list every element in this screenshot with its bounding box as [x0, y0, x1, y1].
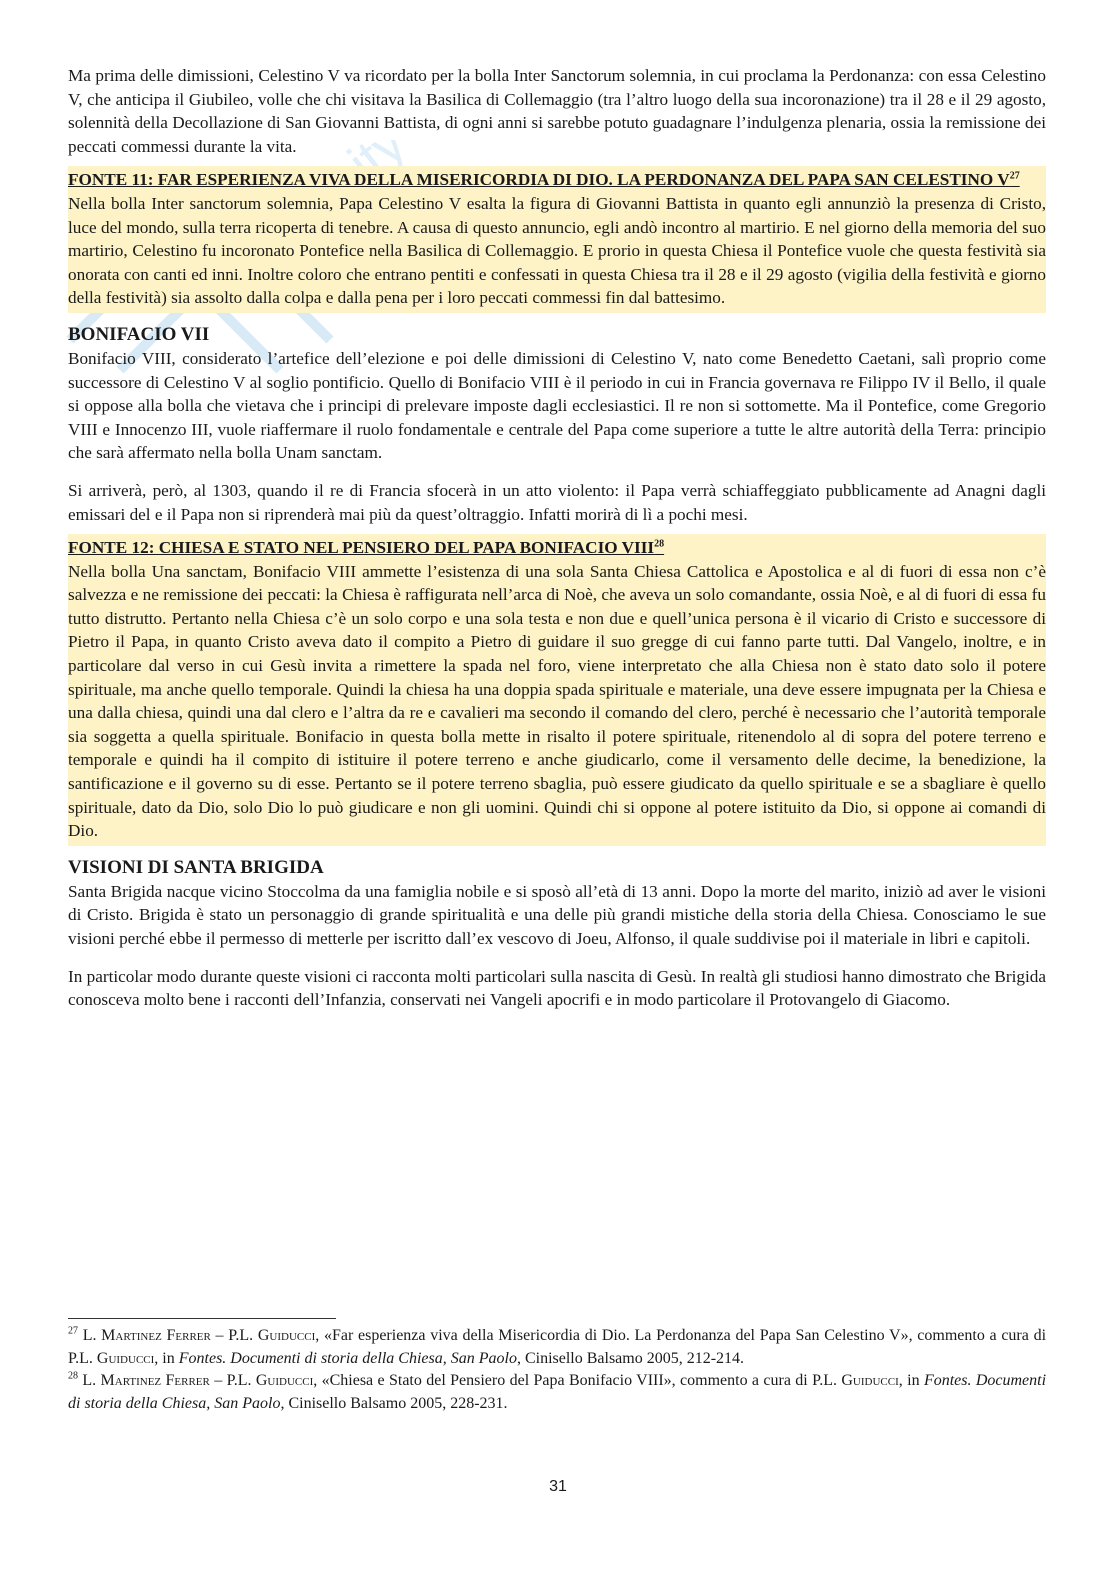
section-heading-bonifacio: BONIFACIO VII	[68, 323, 210, 345]
footnote-27: $^{27}$ L. Martinez Ferrer – P.L. Guiducci, «Far esperienza viva della Misericordia di Dio. La Perdonanza del Papa San Celestino V», commento a cura di P.L. Guiducci, in Fontes. Documenti di storia della Chiesa, San Paolo, Cinisello Balsamo 2005, 212-214.	[68, 1325, 1047, 1367]
source-12-title: FONTE 12: CHIESA E STATO NEL PENSIERO DEL PAPA BONIFACIO VIII$^{28}$	[68, 538, 665, 558]
page-number: 31	[549, 1478, 567, 1495]
source-11-body: Nella bolla Inter sanctorum solemnia, Papa Celestino V esalta la figura di Giovanni Battista in quanto egli annunziò la presenza di Cristo, luce del mondo, sulla terra ricoperta di tenebre. A causa di questo annuncio, egli andò incontro al martirio. E nel giorno della memoria del suo martirio, Celestino fu incoronato Pontefice nella Basilica di Collemaggio. E prorio in questa Chiesa il Pontefice vuole che questa festività sia onorata con canti ed inni. Inoltre coloro che entrano pentiti e confessati in questa Chiesa tra il 28 e il 29 agosto (vigilia della festività e giorno della festività) sia assolto dalla colpa e dalla pena per i loro peccati commessi fin dal battesimo.	[68, 193, 1046, 308]
footnote-ref-27[interactable]: 27	[1009, 170, 1020, 182]
brigida-paragraph-2: In particolar modo durante queste visioni ci racconta molti particolari sulla nascita di Gesù. In realtà gli studiosi hanno dimostrato che Brigida conosceva molto bene i racconti dell’Infanzia, conservati nei Vangeli apocrifi e in modo particolare il Protovangelo di Giacomo.	[68, 966, 1046, 1010]
page-content	[68, 64, 1046, 1012]
footnote-separator	[68, 1318, 336, 1319]
footnotes	[68, 1318, 1046, 1415]
source-12-body: Nella bolla Una sanctam, Bonifacio VIII ammette l’esistenza di una sola Santa Chiesa Cattolica e Apostolica e al di fuori di essa non c’è salvezza e ne remissione dei peccati: la Chiesa è raffigurata nell’arca di Noè, che aveva un solo comandante, ossia Noè, e al di fuori di essa fu tutto distrutto. Pertanto nella Chiesa c’è un solo corpo e una sola testa e non due e quell’unica persona è il vicario di Cristo e successore di Pietro il Papa, in quanto Cristo aveva dato il compito a Pietro di guidare il suo gregge di cui fanno parte tutti. Dal Vangelo, inoltre, e in particolare dal verso in cui Gesù invita a rimettere la spada nel foro, viene interpretato che alla Chiesa non è stato dato solo il potere spirituale, ma anche quello temporale. Quindi la chiesa ha una doppia spada spirituale e materiale, una deve essere impugnata per la Chiesa e una dalla chiesa, quindi una dal clero e l’altra da re e cavalieri ma secondo il comando del clero, perché è necessario che l’autorità temporale sia soggetta a quella spirituale. Bonifacio in questa bolla mette in risalto il potere spirituale, ritenendolo al di sopra del potere terreno e temporale e quindi ha il compito di istituire il potere terreno e anche giudicarlo, come il versamento delle decime, la benedizione, la santificazione e il governo su di esse. Pertanto se il potere terreno sbaglia, può essere giudicato da quello spirituale e se a sbagliare è quello spirituale, dato da Dio, solo Dio lo può giudicare e non gli uomini. Quindi chi si oppone al potere istituito da Dio, si oppone ai comandi di Dio.	[68, 561, 1046, 841]
footnote-28: $^{28}$ L. Martinez Ferrer – P.L. Guiducci, «Chiesa e Stato del Pensiero del Papa Bonifacio VIII», commento a cura di P.L. Guiducci, in Fontes. Documenti di storia della Chiesa, San Paolo, Cinisello Balsamo 2005, 228-231.	[68, 1370, 1047, 1412]
bonifacio-paragraph-1: Bonifacio VIII, considerato l’artefice dell’elezione e poi delle dimissioni di Celestino V, nato come Benedetto Caetani, salì proprio come successore di Celestino V al soglio pontificio. Quello di Bonifacio VIII è il periodo in cui in Francia governava re Filippo IV il Bello, il quale si oppose alla bolla che vietava che i principi di prelevare imposte dagli ecclesiastici. Il re non si sottomette. Ma il Pontefice, come Gregorio VIII e Innocenzo III, vuole riaffermare il ruolo fondamentale e centrale del Papa come superiore a tutte le altre autorità della Terra: principio che sarà affermato nella bolla Unam sanctam.	[68, 348, 1046, 463]
footnote-ref-28[interactable]: 28	[654, 538, 665, 550]
intro-paragraph: Ma prima delle dimissioni, Celestino V va ricordato per la bolla Inter Sanctorum solemnia, in cui proclama la Perdonanza: con essa Celestino V, che anticipa il Giubileo, volle che chi visitava la Basilica di Collemaggio (tra l’altro luogo della sua incoronazione) tra il 28 e il 29 agosto, solennità della Decollazione di San Giovanni Battista, di ogni anni si sarebbe potuto guadagnare l’indulgenza plenaria, ossia la remissione dei peccati commessi durante la vita.	[68, 66, 1046, 156]
source-12-box	[68, 534, 1046, 846]
section-heading-brigida: VISIONI DI SANTA BRIGIDA	[68, 856, 324, 878]
brigida-paragraph-1: Santa Brigida nacque vicino Stoccolma da una famiglia nobile e si sposò all’età di 13 anni. Dopo la morte del marito, iniziò ad aver le visioni di Cristo. Brigida è stato un personaggio di grande spiritualità e una delle più grandi mistiche della storia della Chiesa. Conosciamo le sue visioni perché ebbe il permesso di metterle per iscritto dall’ex vescovo di Joeu, Alfonso, il quale suddivise poi il materiale in libri e capitoli.	[68, 881, 1046, 948]
source-11-title: FONTE 11: FAR ESPERIENZA VIVA DELLA MISERICORDIA DI DIO. LA PERDONANZA DEL PAPA SAN CELESTINO $V^{27}$	[68, 170, 1020, 190]
bonifacio-paragraph-2: Si arriverà, però, al 1303, quando il re di Francia sfocerà in un atto violento: il Papa verrà schiaffeggiato pubblicamente ad Anagni dagli emissari del e il Papa non si riprenderà mai più da quest’oltraggio. Infatti morirà di lì a pochi mesi.	[68, 480, 1046, 524]
source-11-box	[68, 166, 1046, 313]
